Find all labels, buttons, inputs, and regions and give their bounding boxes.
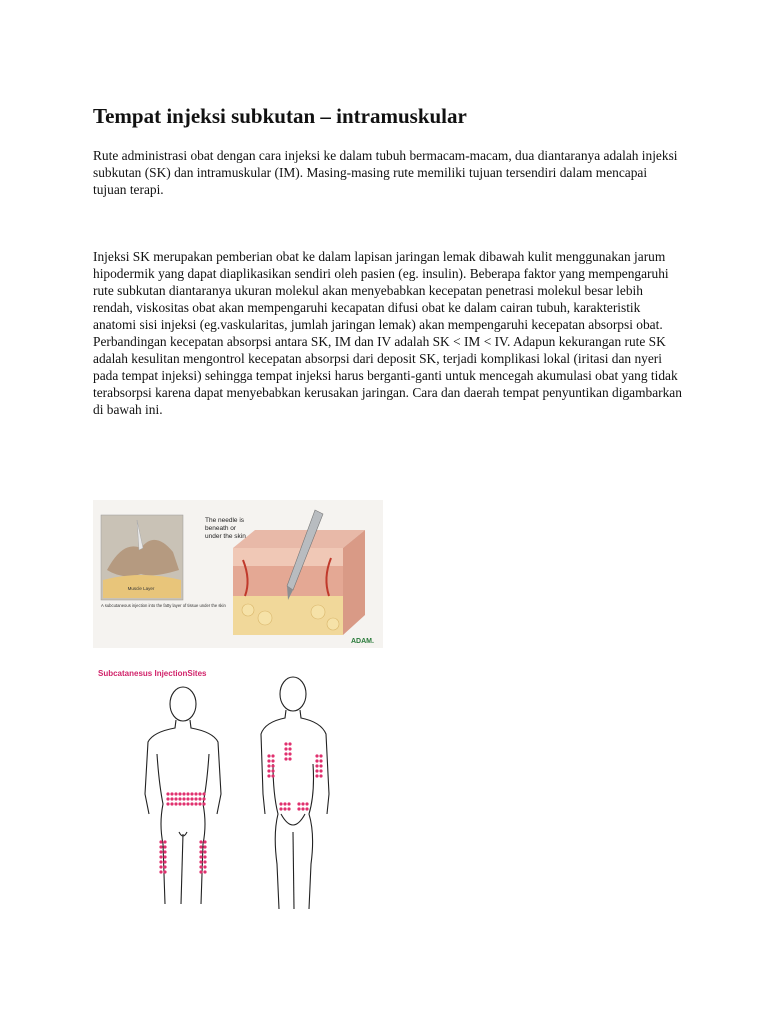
abdomen-site-dot	[170, 797, 173, 800]
right-thigh-site-dot	[203, 845, 206, 848]
right-thigh-site-dot	[203, 840, 206, 843]
right-arm-site-dot	[315, 754, 318, 757]
left-thigh-site-dot	[163, 860, 166, 863]
right-arm-site-dot	[315, 764, 318, 767]
left-thigh-site-dot	[163, 845, 166, 848]
muscle-layer-label: Muscle Layer	[127, 586, 155, 591]
injection-sites-title: Subcatanesus InjectionSites	[98, 669, 207, 678]
left-arm-site-dot	[271, 774, 274, 777]
left-thigh-site-dot	[159, 850, 162, 853]
left-thigh-site-dot	[159, 865, 162, 868]
upper-back-site-dot	[284, 742, 287, 745]
right-arm-site-dot	[319, 764, 322, 767]
left-arm-site-dot	[267, 759, 270, 762]
abdomen-site-dot	[174, 797, 177, 800]
right-hip-site-dot	[305, 807, 308, 810]
left-arm-site-dot	[271, 759, 274, 762]
abdomen-site-dot	[194, 797, 197, 800]
adam-logo: ADAM.	[351, 638, 374, 645]
right-thigh-site-dot	[203, 855, 206, 858]
right-arm-site-dot	[315, 774, 318, 777]
left-arm-site-dot	[267, 774, 270, 777]
abdomen-site-dot	[186, 797, 189, 800]
left-thigh-site-dot	[163, 855, 166, 858]
right-thigh-site-dot	[203, 870, 206, 873]
abdomen-site-dot	[194, 792, 197, 795]
left-arm-site-dot	[267, 764, 270, 767]
abdomen-site-dot	[166, 792, 169, 795]
subcutaneous-injection-illustration	[93, 500, 383, 648]
right-arm-site-dot	[319, 769, 322, 772]
left-arm-site-dot	[271, 754, 274, 757]
upper-back-site-dot	[284, 747, 287, 750]
abdomen-site-dot	[182, 797, 185, 800]
left-hip-site-dot	[279, 802, 282, 805]
injection-diagram-svg	[93, 500, 383, 648]
right-thigh-site-dot	[199, 840, 202, 843]
upper-back-site-dot	[288, 742, 291, 745]
abdomen-site-dot	[182, 792, 185, 795]
left-thigh-site-dot	[159, 845, 162, 848]
left-thigh-site-dot	[159, 870, 162, 873]
left-thigh-site-dot	[163, 865, 166, 868]
right-thigh-site-dot	[199, 870, 202, 873]
upper-back-site-dot	[284, 752, 287, 755]
abdomen-site-dot	[198, 797, 201, 800]
right-thigh-site-dot	[199, 860, 202, 863]
left-hip-site-dot	[287, 807, 290, 810]
abdomen-site-dot	[174, 792, 177, 795]
abdomen-site-dot	[182, 802, 185, 805]
needle-caption-line-1: The needle is	[205, 517, 245, 524]
back-body-outline	[261, 677, 329, 909]
epidermis-layer	[233, 548, 343, 566]
right-thigh-site-dot	[199, 850, 202, 853]
abdomen-site-dot	[186, 802, 189, 805]
right-hip-site-dot	[297, 802, 300, 805]
abdomen-site-dot	[198, 792, 201, 795]
right-thigh-site-dot	[203, 860, 206, 863]
abdomen-site-dot	[202, 797, 205, 800]
left-caption: A subcutaneous injection into the fatty layer of tissue under the skin	[101, 603, 226, 608]
abdomen-site-dot	[202, 802, 205, 805]
front-body-outline	[145, 687, 221, 904]
left-thigh-site-dot	[159, 860, 162, 863]
right-hip-site-dot	[301, 807, 304, 810]
right-thigh-site-dot	[199, 855, 202, 858]
left-thigh-site-dot	[159, 840, 162, 843]
right-hip-site-dot	[301, 802, 304, 805]
right-thigh-site-dot	[199, 845, 202, 848]
skin-top-surface	[233, 530, 365, 548]
right-arm-site-dot	[319, 754, 322, 757]
right-thigh-site-dot	[203, 850, 206, 853]
injection-sites-svg	[93, 664, 343, 916]
left-arm-site-dot	[271, 769, 274, 772]
needle-caption-line-3: under the skin	[205, 533, 246, 540]
abdomen-site-dot	[178, 797, 181, 800]
left-arm-site-dot	[271, 764, 274, 767]
left-hip-site-dot	[283, 802, 286, 805]
left-arm-site-dot	[267, 769, 270, 772]
abdomen-site-dot	[190, 797, 193, 800]
upper-back-site-dot	[288, 752, 291, 755]
right-thigh-site-dot	[199, 865, 202, 868]
abdomen-site-dot	[198, 802, 201, 805]
left-thigh-site-dot	[163, 850, 166, 853]
left-thigh-site-dot	[163, 870, 166, 873]
right-hip-site-dot	[305, 802, 308, 805]
abdomen-site-dot	[166, 797, 169, 800]
abdomen-site-dot	[178, 792, 181, 795]
upper-back-site-dot	[288, 757, 291, 760]
left-thigh-site-dot	[159, 855, 162, 858]
page-title: Tempat injeksi subkutan – intramuskular	[93, 104, 467, 128]
left-thigh-site-dot	[163, 840, 166, 843]
left-hip-site-dot	[287, 802, 290, 805]
abdomen-site-dot	[170, 802, 173, 805]
left-hip-site-dot	[279, 807, 282, 810]
upper-back-site-dot	[284, 757, 287, 760]
upper-back-site-dot	[288, 747, 291, 750]
right-hip-site-dot	[297, 807, 300, 810]
right-arm-site-dot	[315, 769, 318, 772]
needle-caption-line-2: beneath or	[205, 525, 237, 532]
injection-sites-illustration	[93, 664, 343, 916]
abdomen-site-dot	[186, 792, 189, 795]
left-arm-site-dot	[267, 754, 270, 757]
abdomen-site-dot	[178, 802, 181, 805]
abdomen-site-dot	[166, 802, 169, 805]
abdomen-site-dot	[194, 802, 197, 805]
right-arm-site-dot	[315, 759, 318, 762]
abdomen-site-dot	[202, 792, 205, 795]
abdomen-site-dot	[190, 802, 193, 805]
right-arm-site-dot	[319, 759, 322, 762]
abdomen-site-dot	[174, 802, 177, 805]
paragraph-sk-injection: Injeksi SK merupakan pemberian obat ke dalam lapisan jaringan lemak dibawah kulit menggunakan jarum hipodermik yang dapat diaplikasikan sendiri oleh pasien (eg. insulin). Beberapa faktor yang mempengaruhi rute subkutan diantaranya ukuran molekul akan menyebabkan kecepatan penetrasi molekul besar lebih rendah, viskositas obat akan mempengaruhi kecapatan difusi obat ke dalam cairan tubuh, karakteristik anatomi sisi injeksi (eg.vaskularitas, jumlah jaringan lemak) akan mempengaruhi kecepatan absorpsi obat. Perbandingan kecepatan absorpsi antara SK, IM dan IV adalah SK < IM < IV. Adapun kekurangan rute SK adalah kesulitan mengontrol kecepatan absorpsi dari deposit SK, terjadi komplikasi lokal (iritasi dan nyeri pada tempat injeksi) sehingga tempat injeksi harus berganti-ganti untuk mencegah akumulasi obat yang tidak terabsorpsi karena dapat menyebabkan kerusakan jaringan. Cara dan daerah tempat penyuntikan digambarkan di bawah ini.	[93, 249, 682, 417]
paragraph-intro: Rute administrasi obat dengan cara injeksi ke dalam tubuh bermacam-macam, dua diantaranya adalah injeksi subkutan (SK) dan intramuskular (IM). Masing-masing rute memiliki tujuan tersendiri dalam mencapai tujuan terapi.	[93, 148, 678, 197]
right-thigh-site-dot	[203, 865, 206, 868]
left-hip-site-dot	[283, 807, 286, 810]
abdomen-site-dot	[170, 792, 173, 795]
injection-site-dots	[159, 742, 322, 873]
abdomen-site-dot	[190, 792, 193, 795]
right-arm-site-dot	[319, 774, 322, 777]
skin-side-surface	[343, 530, 365, 635]
